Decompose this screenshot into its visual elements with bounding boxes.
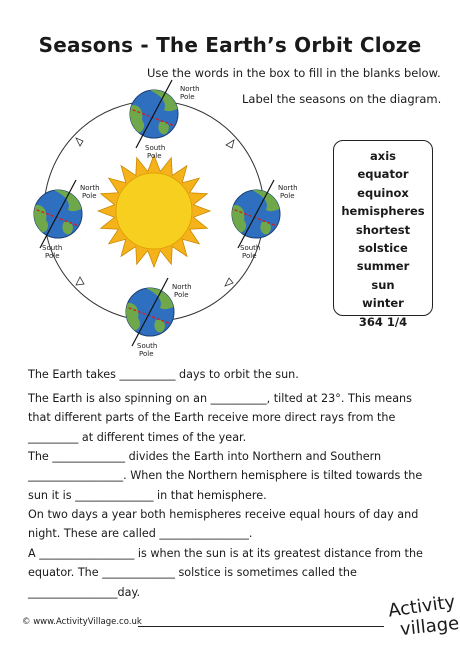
word-box-item: equinox [357, 185, 409, 200]
word-box [333, 140, 433, 329]
word-box-item: winter [362, 296, 404, 311]
cloze-paragraph-3: The _____________ divides the Earth into Northern and Southern _________________. When the Northern hemisphere is tilted towards the sun it is ______________ in that hemisphere. [28, 450, 423, 502]
page-title: Seasons - The Earth’s Orbit Cloze [38, 33, 422, 57]
word-box-item: 364 1/4 [358, 314, 408, 329]
word-box-item: summer [356, 259, 410, 274]
north-pole-label-right: North Pole [278, 184, 298, 200]
cloze-paragraph-4: On two days a year both hemispheres receive equal hours of day and night. These are called ________________. [28, 508, 419, 541]
word-box-item: solstice [358, 241, 408, 256]
cloze-paragraph-1: The Earth takes __________ days to orbit the sun. [28, 368, 299, 381]
orbit-arrow-topleft [76, 138, 83, 146]
south-pole-label-right: South Pole [240, 244, 261, 260]
south-pole-label-left: South Pole [42, 244, 63, 260]
orbit-arrow-topright [226, 140, 234, 148]
logo-word-village: village [399, 612, 460, 641]
copyright-text: © www.ActivityVillage.co.uk [22, 617, 142, 627]
earth-right [230, 180, 284, 248]
south-pole-label-top: South Pole [145, 144, 166, 160]
orbit-arrow-bottomleft [76, 277, 84, 285]
sun-icon [98, 155, 210, 267]
word-box-item: equator [357, 167, 409, 182]
cloze-paragraph-2: The Earth is also spinning on an __________, tilted at 23°. This means that different parts of the Earth receive more direct rays from the _________ at different times of the year. [28, 392, 412, 444]
word-box-item: shortest [355, 222, 411, 237]
logo-word-activity: Activity [386, 591, 457, 622]
word-box-item: axis [370, 149, 396, 163]
earth-left [32, 180, 86, 248]
footer-divider [138, 626, 384, 627]
south-pole-label-bottom: South Pole [137, 342, 158, 358]
fill-instruction: Use the words in the box to fill in the blanks below. [147, 66, 441, 80]
orbit-arrow-bottomright [225, 278, 233, 286]
activity-village-logo [386, 591, 460, 642]
word-box-item: sun [371, 277, 395, 292]
label-instruction: Label the seasons on the diagram. [242, 92, 442, 106]
north-pole-label-top: North Pole [180, 85, 200, 101]
earth-top [128, 80, 182, 148]
north-pole-label-bottom: North Pole [172, 283, 192, 299]
cloze-paragraph-5: A _________________ is when the sun is at its greatest distance from the equator. The _____________ solstice is sometimes called the ________________day. [28, 547, 423, 599]
earth-bottom [124, 278, 178, 346]
word-box-item: hemispheres [341, 204, 425, 219]
north-pole-label-left: North Pole [80, 184, 100, 200]
